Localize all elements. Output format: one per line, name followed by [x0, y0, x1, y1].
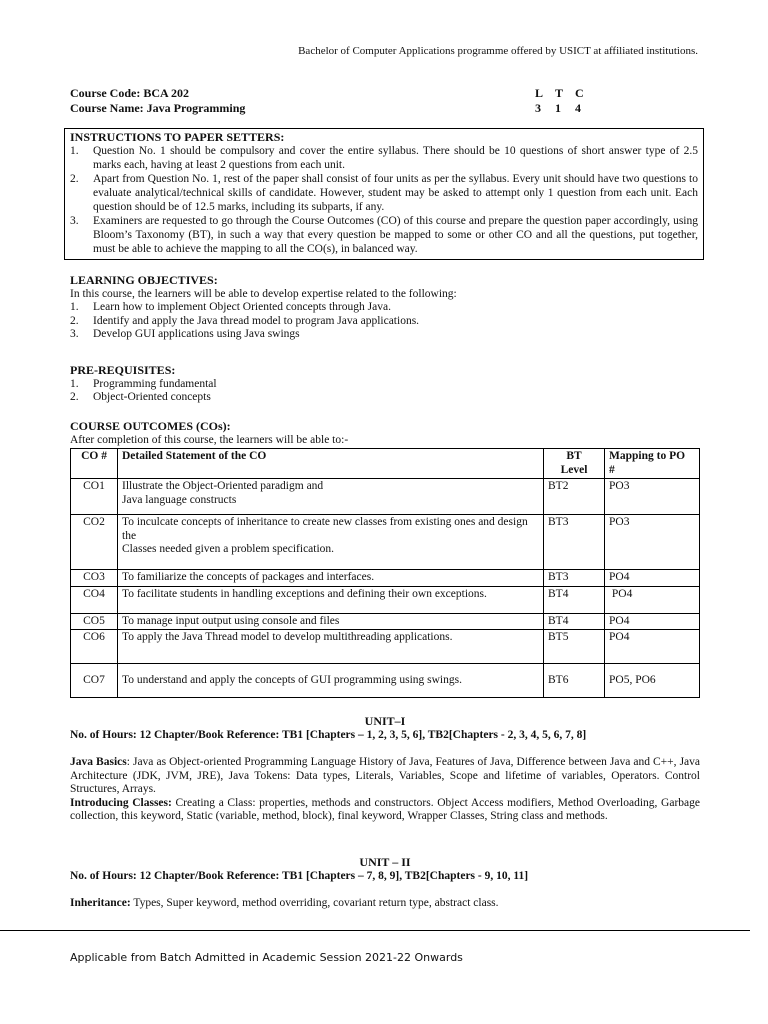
learning-objectives-list	[70, 301, 700, 342]
table-row: CO3 To familiarize the concepts of packages and interfaces. BT3 PO4	[71, 570, 700, 587]
unit-1-hours: No. of Hours: 12 Chapter/Book Reference: TB1 [Chapters – 1, 2, 3, 5, 6], TB2[Chapters - 2, 3, 4, 5, 6, 7, 8]	[70, 728, 587, 741]
ltc-value-l: 3	[535, 101, 541, 115]
footer-divider	[0, 930, 750, 931]
course-name: Course Name: Java Programming	[70, 101, 246, 115]
table-row: CO4 To facilitate students in handling exceptions and defining their own exceptions. BT4 PO4	[71, 586, 700, 613]
ltc-label-t: T	[555, 86, 564, 100]
course-outcomes	[70, 420, 700, 447]
objective-item: 1. Learn how to implement Object Oriented concepts through Java.	[70, 301, 391, 313]
learning-objectives-title: LEARNING OBJECTIVES:	[70, 273, 218, 287]
instructions-title: INSTRUCTIONS TO PAPER SETTERS:	[70, 130, 285, 144]
table-row: CO6 To apply the Java Thread model to develop multithreading applications. BT5 PO4	[71, 630, 700, 664]
instructions-list	[70, 144, 698, 256]
ltc-value-t: 1	[555, 101, 561, 115]
instruction-item: 1. Question No. 1 should be compulsory and cover the entire syllabus. There should be 10 questions of short answer type of 2.5 marks each, having at least 2 questions from each unit.	[70, 145, 698, 171]
prerequisites-list	[70, 378, 700, 405]
course-info	[70, 86, 245, 116]
table-row: CO5 To manage input output using console and files BT4 PO4	[71, 613, 700, 630]
table-row: CO7 To understand and apply the concepts of GUI programming using swings. BT6 PO5, PO6	[71, 664, 700, 698]
unit-2	[70, 856, 700, 911]
instruction-item: 2. Apart from Question No. 1, rest of the paper shall consist of four units as per the syllabus. Every unit should have two questions to evaluate analytical/technical skills of candidate. However, student may be asked to attempt only 1 question from each unit. Each question should be of 12.5 marks, including its subparts, if any.	[70, 173, 698, 213]
learning-objectives-intro: In this course, the learners will be able to develop expertise related to the following:	[70, 287, 457, 300]
ltc-value-c: 4	[575, 101, 581, 115]
table-header-row	[71, 449, 700, 479]
instructions-box	[64, 128, 704, 260]
prerequisite-item: 2. Object-Oriented concepts	[70, 391, 211, 403]
ltc-label-l: L	[535, 86, 544, 100]
learning-objectives	[70, 274, 700, 342]
unit-2-title: UNIT – II	[359, 855, 411, 869]
header-po-mapping: Mapping to PO #	[605, 449, 700, 479]
header-bt-level: BT Level	[544, 449, 605, 479]
page-header: Bachelor of Computer Applications programme offered by USICT at affiliated institutions.	[298, 45, 698, 57]
header-co: CO #	[71, 449, 118, 479]
unit-2-hours: No. of Hours: 12 Chapter/Book Reference: TB1 [Chapters – 7, 8, 9], TB2[Chapters - 9, 10, 11]	[70, 869, 529, 882]
prerequisites-title: PRE-REQUISITES:	[70, 363, 176, 377]
course-code: Course Code: BCA 202	[70, 86, 189, 100]
page-footer: Applicable from Batch Admitted in Academic Session 2021-22 Onwards	[70, 951, 463, 964]
course-outcomes-intro: After completion of this course, the learners will be able to:-	[70, 433, 349, 446]
ltc-label-c: C	[575, 86, 584, 100]
prerequisites	[70, 364, 700, 405]
prerequisite-item: 1. Programming fundamental	[70, 377, 217, 390]
table-row: CO1 Illustrate the Object-Oriented paradigm and Java language constructs BT2 PO3	[71, 479, 700, 515]
unit-1	[70, 715, 700, 824]
ltc-credits	[535, 86, 595, 116]
unit-1-title: UNIT–I	[364, 714, 406, 728]
unit-1-java-basics: Java Basics: Java as Object-oriented Programming Language History of Java, Features of Java, Difference between Java and C++, Java Architecture (JDK, JVM, JRE), Java Tokens: Data types, Literals, Variables, Scope and lifetime of variables, Operators. Control Structures, Arrays.	[70, 756, 701, 795]
course-outcomes-table	[70, 448, 700, 698]
instruction-item: 3. Examiners are requested to go through the Course Outcomes (CO) of this course and prepare the question paper accordingly, using Bloom’s Taxonomy (BT), in such a way that every question be mapped to some or other CO and all the questions, put together, must be able to achieve the mapping to all the CO(s), in balanced way.	[70, 215, 698, 255]
objective-item: 2. Identify and apply the Java thread model to program Java applications.	[70, 314, 420, 327]
unit-2-inheritance: Inheritance: Types, Super keyword, method overriding, covariant return type, abstract class.	[70, 897, 499, 909]
course-outcomes-title: COURSE OUTCOMES (COs):	[70, 419, 231, 433]
table-row: CO2 To inculcate concepts of inheritance to create new classes from existing ones and design the Classes needed given a problem specification. BT3 PO3	[71, 515, 700, 570]
objective-item: 3. Develop GUI applications using Java swings	[70, 328, 300, 340]
header-statement: Detailed Statement of the CO	[118, 449, 544, 479]
unit-1-introducing-classes: Introducing Classes: Creating a Class: properties, methods and constructors. Object Access modifiers, Method Overloading, Garbage collection, this keyword, Static (variable, method, block), final keyword, Wrapper Classes, String class and methods.	[70, 796, 700, 822]
